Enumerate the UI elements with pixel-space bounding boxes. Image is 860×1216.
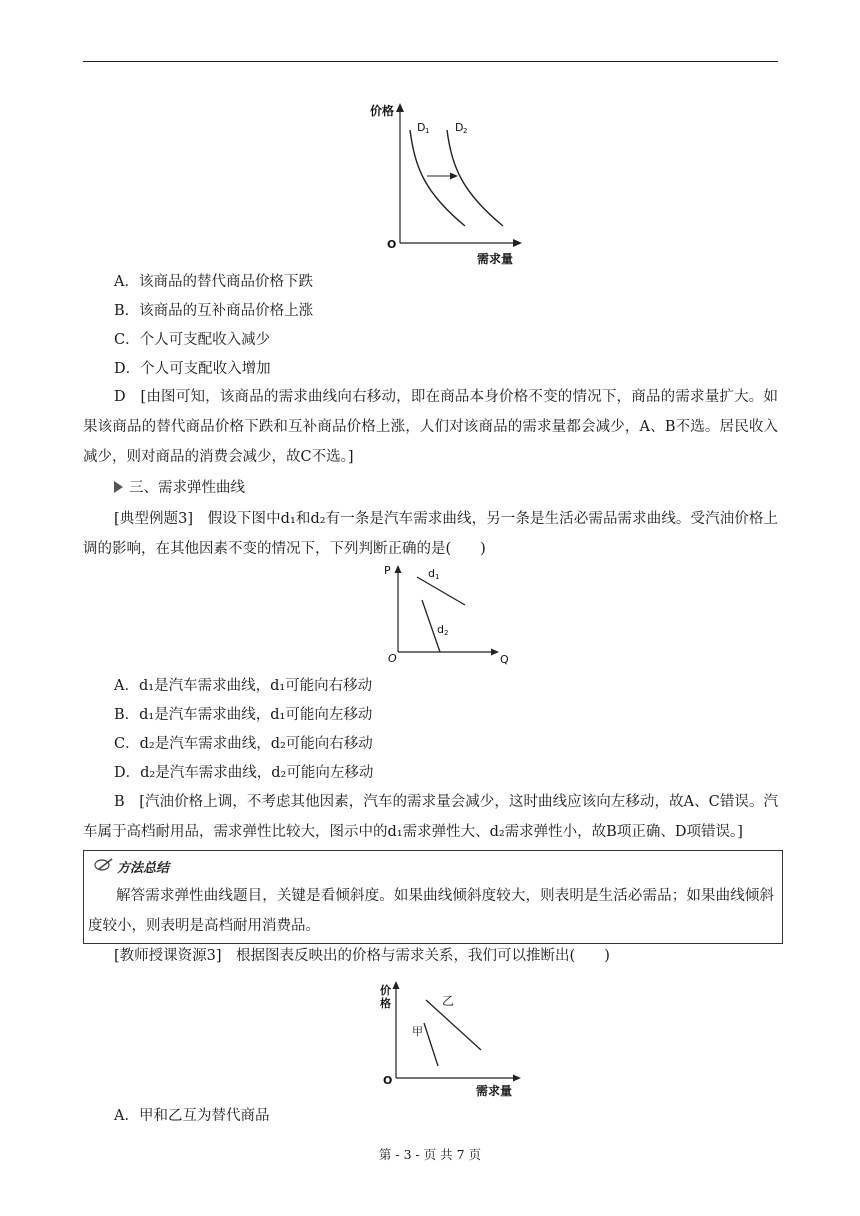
price-demand-graph: [376, 978, 526, 1098]
section-3-title: 三、需求弹性曲线: [129, 480, 245, 496]
x-axis-arrow: [491, 649, 499, 656]
origin-label: O: [387, 238, 397, 251]
example-3-question: [83, 504, 778, 564]
d2-label: d: [437, 623, 444, 636]
d1-label: d: [428, 567, 435, 580]
resource-3-question: [114, 946, 610, 966]
shift-arrowhead: [450, 173, 458, 180]
pencil-icon: [94, 857, 114, 871]
d1-label-sub: 1: [435, 573, 440, 581]
resource-3-tag: [教师授课资源3]: [114, 948, 222, 964]
y-axis-arrow: [395, 565, 402, 573]
example-3-text: 假设下图中d₁和d₂有一条是汽车需求曲线，另一条是生活必需品需求曲线。受汽油价格上调的影响，在其他因素不变的情况下，下列判断正确的是( ): [83, 511, 778, 557]
d1-label-sub: 1: [425, 127, 430, 135]
curve-d1: [417, 577, 465, 605]
x-axis-arrow: [513, 1075, 521, 1082]
q2-option-d: D．d₂是汽车需求曲线，d₂可能向左移动: [114, 765, 374, 781]
q1-option-b: B．该商品的互补商品价格上涨: [114, 303, 314, 319]
q1-option-c: C．个人可支配收入减少: [114, 332, 271, 348]
q2-option-b: B．d₁是汽车需求曲线，d₁可能向左移动: [114, 707, 373, 723]
curve-jia: [424, 1023, 438, 1066]
y-axis-label-2: 格: [380, 997, 391, 1010]
q2-option-a: A．d₁是汽车需求曲线，d₁可能向右移动: [114, 678, 373, 694]
x-axis-label: 需求量: [477, 252, 514, 266]
x-axis-arrow: [513, 239, 522, 247]
demand-shift-graph: [365, 98, 525, 266]
d2-label: D: [455, 121, 464, 134]
q1-option-a: A．该商品的替代商品价格下跌: [114, 274, 313, 290]
x-axis-label: 需求量: [476, 1084, 513, 1098]
y-axis-arrow: [396, 103, 404, 112]
d2-label-sub: 2: [463, 127, 468, 135]
q2-option-c: C．d₂是汽车需求曲线，d₂可能向右移动: [114, 736, 373, 752]
example-3-tag: [典型例题3]: [114, 511, 194, 527]
curve-d1: [410, 130, 465, 226]
q3-option-a: A．甲和乙互为替代商品: [114, 1108, 270, 1124]
origin-label: O: [383, 1074, 393, 1087]
origin-label: O: [388, 652, 397, 665]
y-axis-label: 价格: [370, 104, 395, 118]
method-summary-text: 解答需求弹性曲线题目，关键是看倾斜度。如果曲线倾斜度较大，则表明是生活必需品；如果曲线倾斜度较小，则表明是高档耐用消费品。: [88, 888, 774, 934]
triangle-bullet-icon: [114, 481, 123, 493]
method-summary-box: [83, 850, 783, 944]
y-axis-label-1: 价: [380, 984, 391, 997]
header-rule: [83, 61, 778, 62]
method-summary-title: 方法总结: [117, 861, 170, 876]
q2-answer: B [汽油价格上调，不考虑其他因素，汽车的需求量会减少，这时曲线应该向左移动，故A、C错误。汽车属于高档耐用品，需求弹性比较大，图示中的d₁需求弹性大、d₂需求弹性小，故B项正确、D项错误。]: [83, 794, 778, 840]
y-axis-arrow: [393, 981, 400, 989]
x-axis-label: Q: [500, 653, 509, 666]
d2-label-sub: 2: [444, 629, 449, 637]
curve-jia-label: 甲: [412, 1025, 423, 1038]
curve-d2: [447, 130, 503, 226]
curve-yi-label: 乙: [442, 994, 455, 1008]
y-axis-label: P: [384, 564, 391, 577]
q1-answer: D [由图可知，该商品的需求曲线向右移动，即在商品本身价格不变的情况下，商品的需求量扩大。如果该商品的替代商品价格下跌和互补商品价格上涨，人们对该商品的需求量都会减少，A、B不选。居民收入减少，则对商品的消费会减少，故C不选。]: [83, 389, 778, 465]
q1-option-d: D．个人可支配收入增加: [114, 361, 271, 377]
d1-label: D: [417, 121, 426, 134]
elasticity-graph: [380, 562, 510, 667]
resource-3-text: 根据图表反映出的价格与需求关系，我们可以推断出( ): [221, 948, 610, 964]
section-3-heading: [114, 478, 245, 498]
page-footer: 第 - 3 - 页 共 7 页: [378, 1147, 482, 1162]
